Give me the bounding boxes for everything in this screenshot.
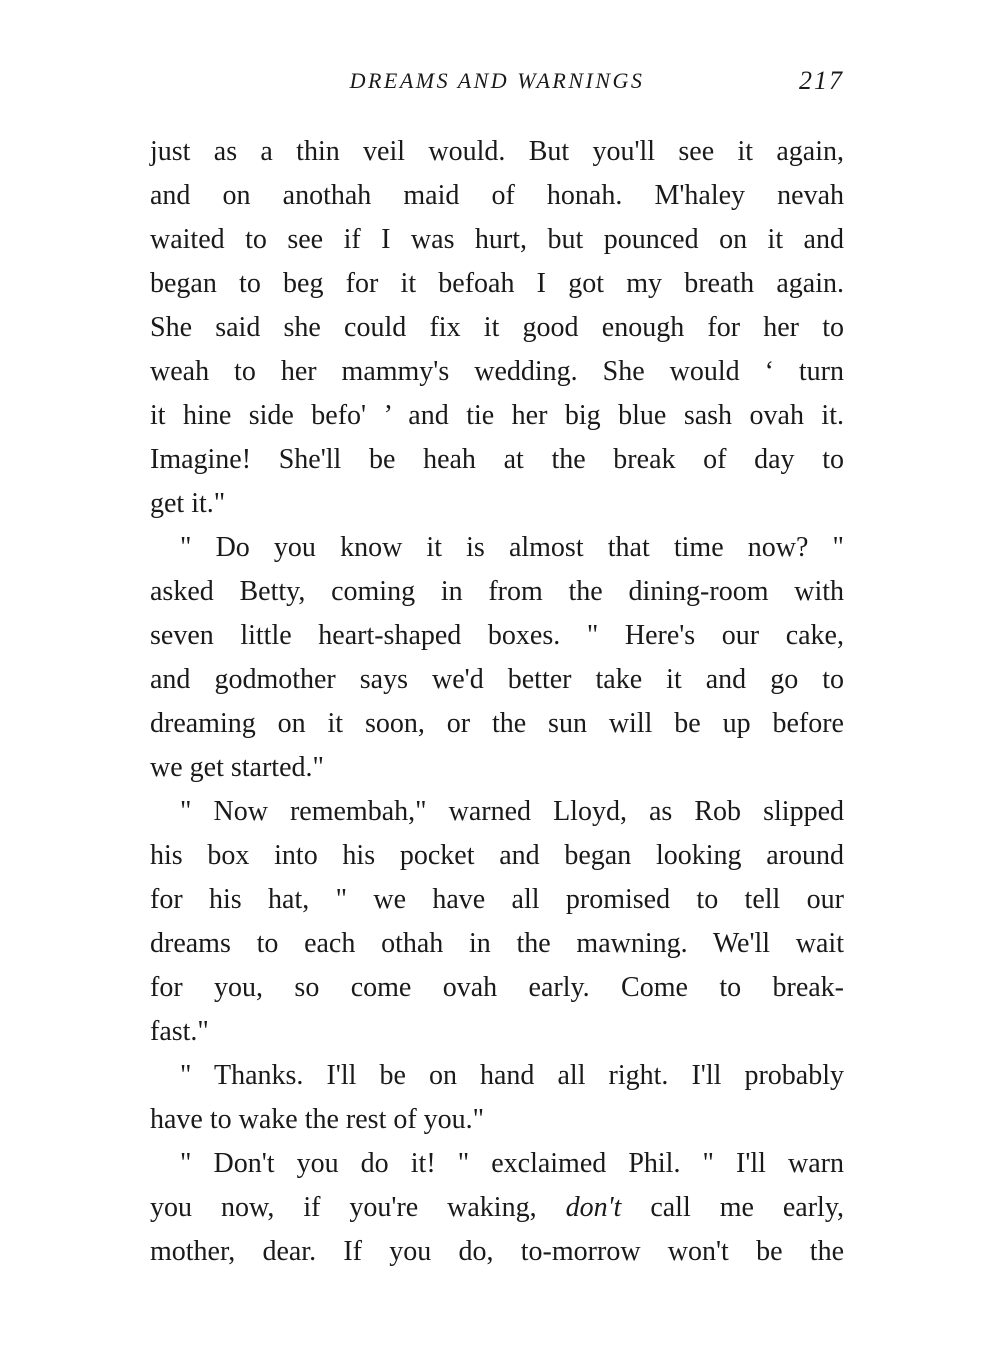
- emphasized-word: don't: [565, 1192, 622, 1223]
- text-line: " Now remembah," warned Lloyd, as Rob slipped: [180, 796, 844, 827]
- text-line: She said she could fix it good enough for her to: [150, 312, 844, 343]
- text-line: weah to her mammy's wedding. She would ‘ turn: [150, 356, 844, 387]
- text-line: fast.": [150, 1016, 209, 1047]
- page-number: 217: [799, 66, 844, 95]
- body-text: [150, 130, 844, 1274]
- text-line: " Thanks. I'll be on hand all right. I'll probably: [180, 1060, 844, 1091]
- text-line: and on anothah maid of honah. M'haley nevah: [150, 180, 844, 211]
- text-line: " Do you know it is almost that time now? ": [180, 532, 844, 563]
- text-line: began to beg for it befoah I got my breath again.: [150, 268, 844, 299]
- text-line: seven little heart-shaped boxes. " Here's our cake,: [150, 620, 844, 651]
- text-line: waited to see if I was hurt, but pounced on it and: [150, 224, 844, 255]
- text-line: we get started.": [150, 752, 324, 783]
- text-fragment: call me early,: [650, 1192, 845, 1223]
- text-line: asked Betty, coming in from the dining-room with: [150, 576, 844, 607]
- text-line: mother, dear. If you do, to-morrow won't be the: [150, 1236, 844, 1267]
- text-line: for his hat, " we have all promised to tell our: [150, 884, 844, 915]
- text-line: his box into his pocket and began looking around: [150, 840, 844, 871]
- text-line: dreaming on it soon, or the sun will be up before: [150, 708, 844, 739]
- text-line: " Don't you do it! " exclaimed Phil. " I'll warn: [180, 1148, 844, 1179]
- text-line: just as a thin veil would. But you'll see it again,: [150, 136, 844, 167]
- text-line: dreams to each othah in the mawning. We'll wait: [150, 928, 844, 959]
- text-line: it hine side befo' ’ and tie her big blue sash ovah it.: [150, 400, 844, 431]
- text-line: [150, 1186, 844, 1230]
- text-line: for you, so come ovah early. Come to break-: [150, 972, 844, 1003]
- running-head: [150, 68, 844, 104]
- text-line: and godmother says we'd better take it and go to: [150, 664, 844, 695]
- text-fragment: you now, if you're waking,: [150, 1192, 537, 1223]
- running-title: DREAMS AND WARNINGS: [349, 68, 645, 93]
- text-line: have to wake the rest of you.": [150, 1104, 485, 1135]
- text-line: get it.": [150, 488, 226, 519]
- text-line: Imagine! She'll be heah at the break of day to: [150, 444, 844, 475]
